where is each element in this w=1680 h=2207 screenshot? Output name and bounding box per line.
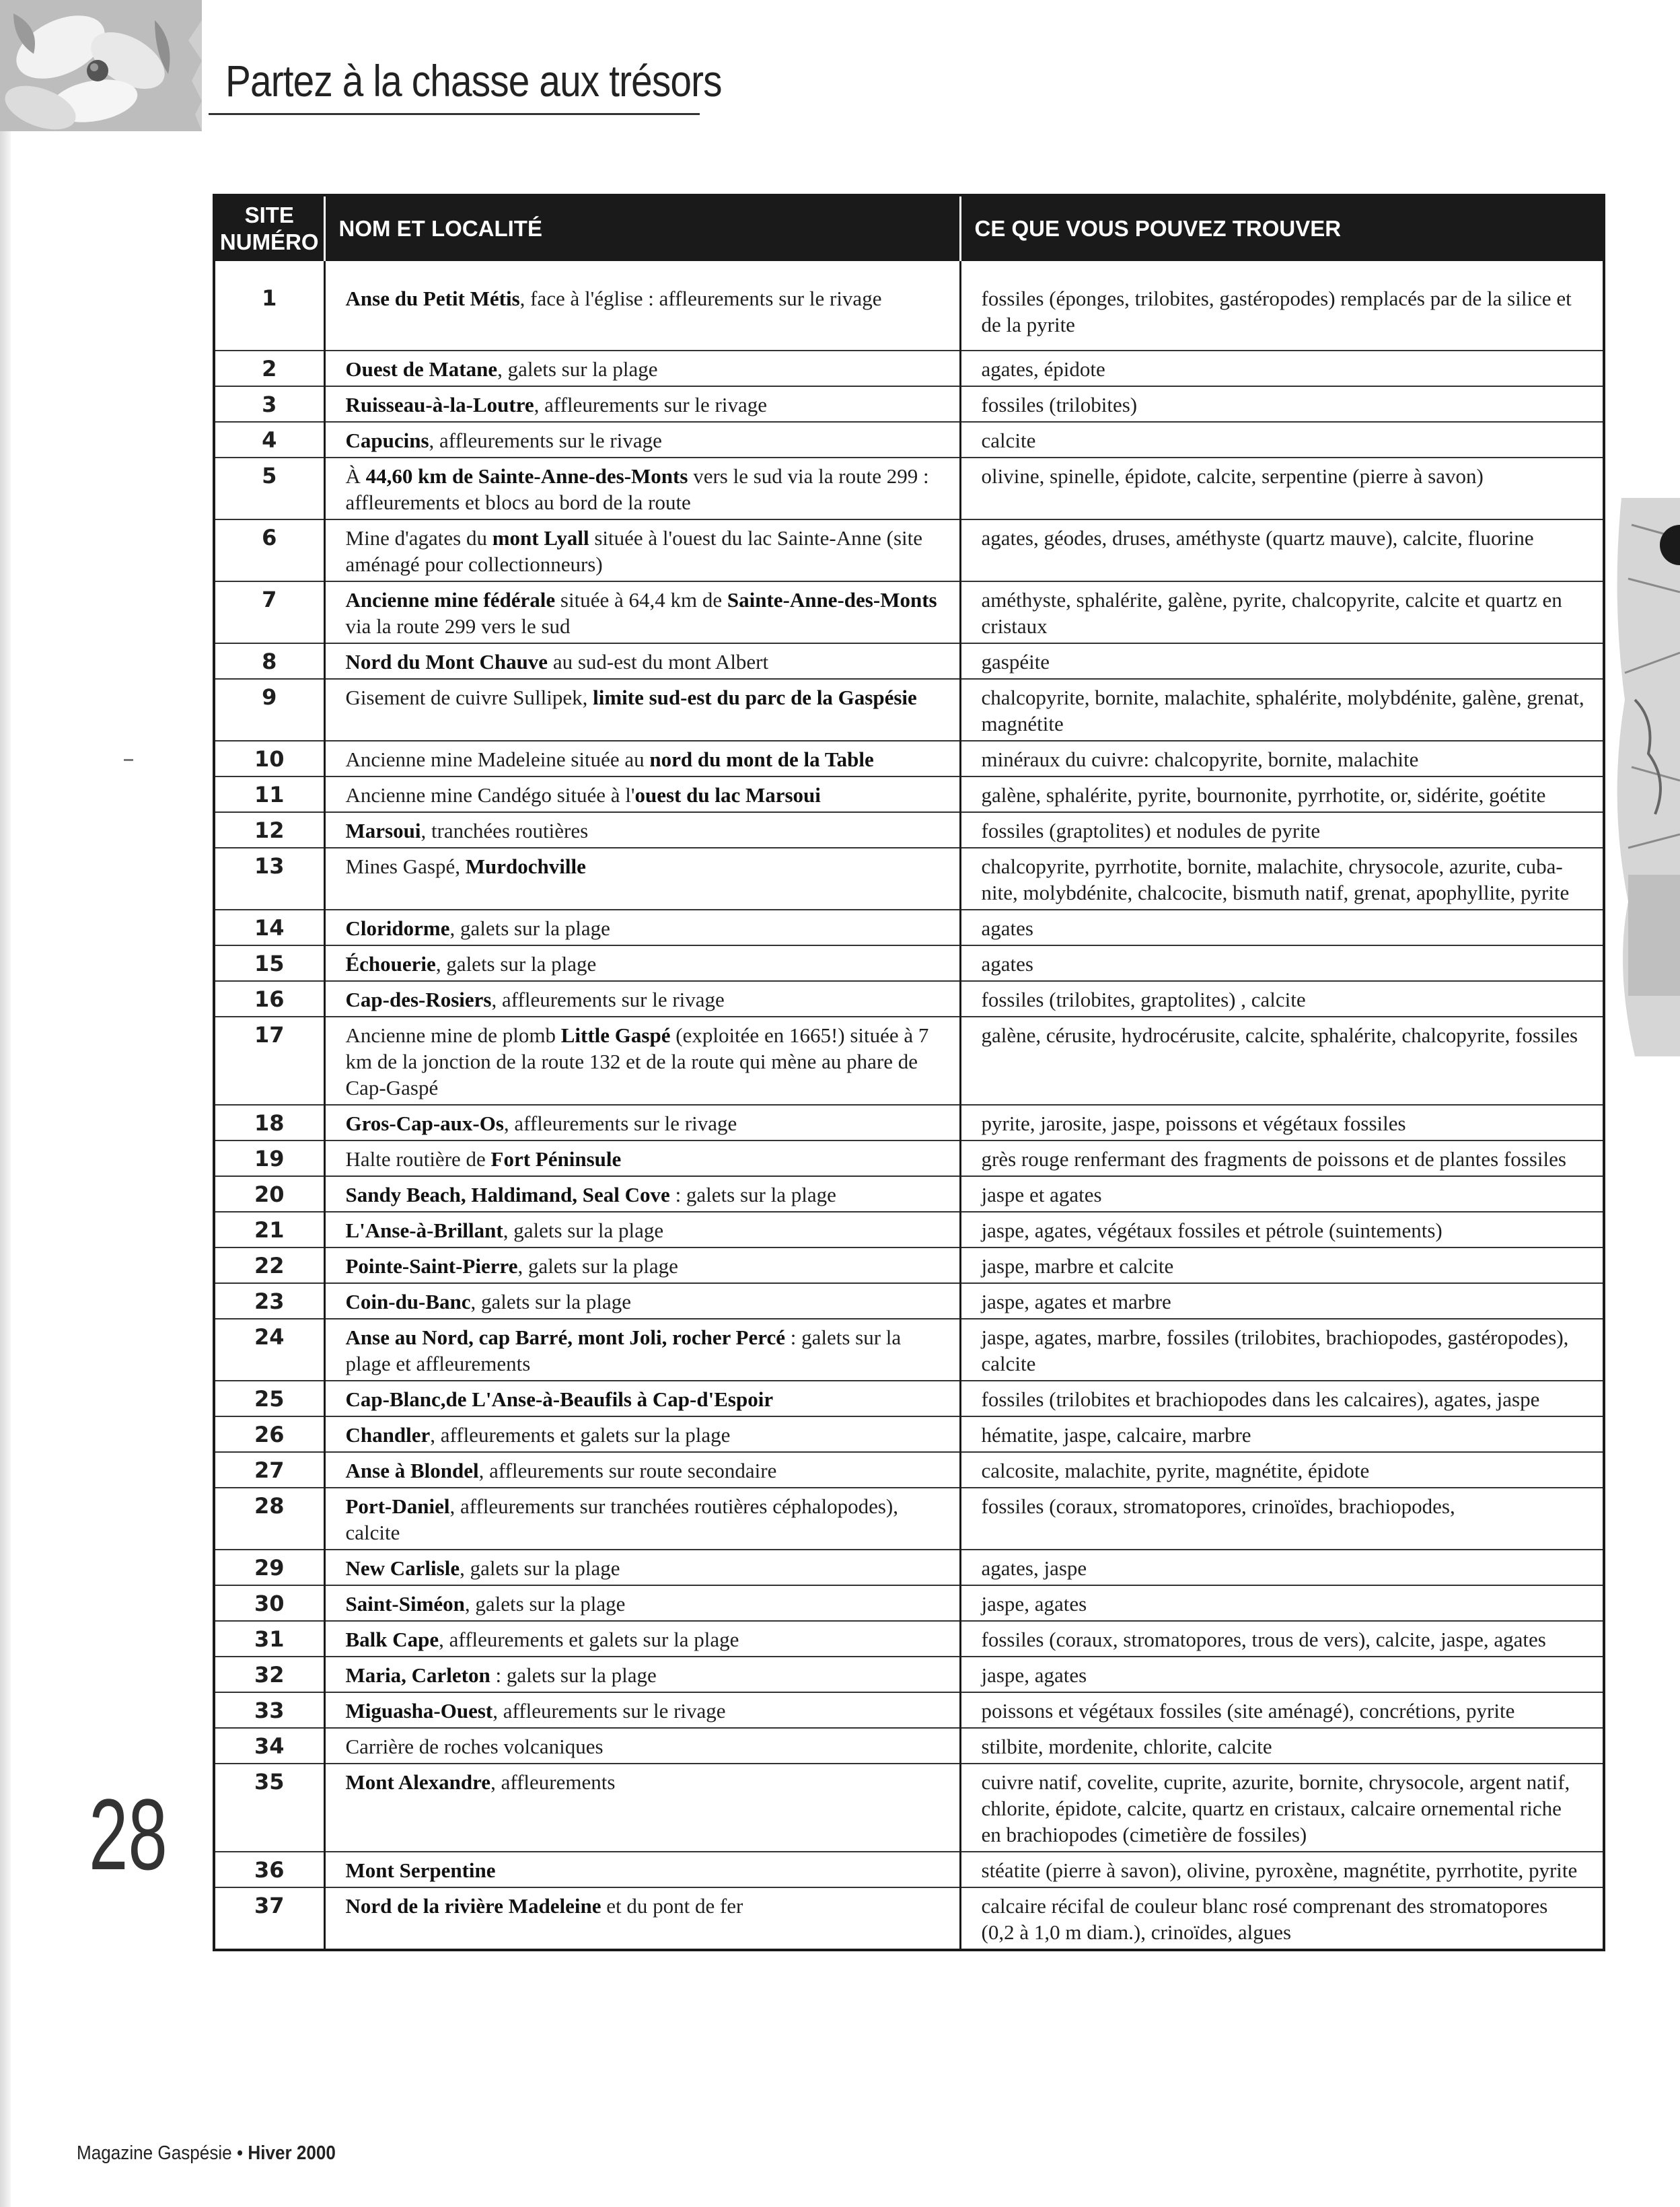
name-prefix: Mine d'agates du	[345, 526, 492, 550]
site-name-locality	[324, 741, 960, 776]
name-bold: Cloridorme	[345, 916, 450, 940]
table-row	[214, 1017, 1604, 1105]
site-name-locality	[324, 422, 960, 458]
site-name-locality	[324, 386, 960, 422]
site-number: 34	[214, 1728, 324, 1764]
name-bold: Fort Péninsule	[490, 1147, 622, 1171]
site-name-locality	[324, 1621, 960, 1657]
name-prefix: Gisement de cuivre Sullipek,	[345, 686, 593, 709]
name-rest: : galets sur la plage et affleurements	[345, 1326, 902, 1375]
map-fragment-icon	[1608, 498, 1680, 1056]
site-name-locality	[324, 1381, 960, 1416]
name-bold: Gros-Cap-aux-Os	[345, 1112, 504, 1135]
name-rest: située à l'ouest du lac Sainte-Anne (site aménagé pour collectionneurs)	[345, 526, 922, 576]
site-name-locality	[324, 812, 960, 848]
table-row	[214, 1452, 1604, 1488]
name-rest: vers le sud via la route 299 : affleurements et blocs au bord de la route	[345, 464, 929, 514]
name-bold: Sandy Beach, Haldimand, Seal Cove	[345, 1183, 670, 1206]
name-rest: , affleurements sur route secondaire	[478, 1459, 777, 1482]
name-rest: , affleurements sur le rivage	[429, 429, 662, 452]
table-row	[214, 581, 1604, 643]
page-title: Partez à la chasse aux trésors	[225, 56, 722, 106]
name-bold: Miguasha-Ouest	[345, 1699, 493, 1723]
column-header-find: CE QUE VOUS POUVEZ TROUVER	[960, 195, 1604, 261]
site-name-locality	[324, 1585, 960, 1621]
site-number: 27	[214, 1452, 324, 1488]
site-findings: calcosite, malachite, pyrite, magnétite, épidote	[960, 1452, 1604, 1488]
table-row	[214, 1585, 1604, 1621]
footer-separator: •	[231, 2142, 248, 2164]
name-rest: , affleurements sur le rivage	[491, 988, 725, 1011]
table-row	[214, 1416, 1604, 1452]
table-row	[214, 848, 1604, 910]
name-rest: située à 64,4 km de	[555, 588, 727, 612]
site-name-locality	[324, 1212, 960, 1247]
site-findings: stéatite (pierre à savon), olivine, pyroxène, magnétite, pyrrhotite, pyrite	[960, 1852, 1604, 1887]
table-row	[214, 1319, 1604, 1381]
table-row	[214, 1621, 1604, 1657]
site-number: 31	[214, 1621, 324, 1657]
name-bold: Maria, Carleton	[345, 1663, 490, 1687]
table-row	[214, 422, 1604, 458]
site-findings: fossiles (coraux, stromatopores, trous de vers), calcite, jaspe, agates	[960, 1621, 1604, 1657]
site-number: 12	[214, 812, 324, 848]
column-header-site	[214, 195, 324, 261]
site-findings: pyrite, jarosite, jaspe, poissons et végétaux fossiles	[960, 1105, 1604, 1141]
name-rest: , galets sur la plage	[497, 357, 658, 381]
site-number: 3	[214, 386, 324, 422]
site-name-locality	[324, 1017, 960, 1105]
site-name-locality	[324, 1550, 960, 1585]
page-binding-shadow	[0, 0, 11, 2207]
table-row	[214, 679, 1604, 741]
site-findings: agates, épidote	[960, 351, 1604, 386]
site-number: 5	[214, 458, 324, 519]
name-prefix: Ancienne mine Candégo située à l'	[345, 783, 635, 807]
table-row	[214, 945, 1604, 981]
name-bold: Nord du Mont Chauve	[345, 650, 548, 674]
site-findings: agates, jaspe	[960, 1550, 1604, 1585]
site-findings: minéraux du cuivre: chalcopyrite, bornite, malachite	[960, 741, 1604, 776]
site-number: 11	[214, 776, 324, 812]
site-number: 24	[214, 1319, 324, 1381]
site-findings: fossiles (trilobites, graptolites) , calcite	[960, 981, 1604, 1017]
table-row	[214, 741, 1604, 776]
name-bold: Ruisseau-à-la-Loutre	[345, 393, 534, 417]
site-number: 1	[214, 261, 324, 351]
name-bold: Capucins	[345, 429, 429, 452]
table-row	[214, 1692, 1604, 1728]
table-row	[214, 981, 1604, 1017]
sites-table	[213, 194, 1605, 1951]
site-name-locality	[324, 910, 960, 945]
name-prefix: Mines Gaspé,	[345, 855, 466, 878]
site-name-locality	[324, 848, 960, 910]
site-findings: fossiles (trilobites et brachiopodes dans les calcaires), agates, jaspe	[960, 1381, 1604, 1416]
table-row	[214, 1657, 1604, 1692]
site-findings: chalcopyrite, pyrrhotite, bornite, malachite, chrysocole, azurite, cuba-nite, molybdénite, chalcocite, bismuth natif, grenat, apophyllite, pyrite	[960, 848, 1604, 910]
site-number: 29	[214, 1550, 324, 1585]
site-name-locality	[324, 519, 960, 581]
site-findings: cuivre natif, covelite, cuprite, azurite, bornite, chrysocole, argent natif, chlorite, épidote, calcite, quartz en cristaux, calcaire ornemental riche en brachiopodes (cimetière de fossiles)	[960, 1764, 1604, 1852]
site-findings: calcaire récifal de couleur blanc rosé comprenant des stromatopores (0,2 à 1,0 m diam.), crinoïdes, algues	[981, 1894, 1548, 1944]
name-rest: , affleurements et galets sur la plage	[430, 1423, 731, 1447]
site-findings: galène, cérusite, hydrocérusite, calcite, sphalérite, chalcopyrite, fossiles	[960, 1017, 1604, 1105]
site-findings: fossiles (éponges, trilobites, gastéropodes) remplacés par de la silice et de la pyrite	[960, 261, 1604, 351]
name-bold: limite sud-est du parc de la Gaspésie	[593, 686, 917, 709]
site-number: 37	[214, 1887, 324, 1950]
table-row	[214, 1887, 1604, 1950]
site-name-locality	[324, 679, 960, 741]
site-number: 10	[214, 741, 324, 776]
column-header-name: NOM ET LOCALITÉ	[324, 195, 960, 261]
name-rest: au sud-est du mont Albert	[548, 650, 769, 674]
site-number: 8	[214, 643, 324, 679]
page-number: 28	[89, 1778, 168, 1891]
site-name-locality	[324, 981, 960, 1017]
site-number: 16	[214, 981, 324, 1017]
site-findings: agates	[960, 945, 1604, 981]
site-name-locality	[324, 1728, 960, 1764]
name-bold: Coin-du-Banc	[345, 1290, 471, 1313]
name-rest: : galets sur la plage	[490, 1663, 657, 1687]
site-number: 9	[214, 679, 324, 741]
site-findings: jaspe, agates, marbre, fossiles (trilobites, brachiopodes, gastéropodes), calcite	[960, 1319, 1604, 1381]
site-number: 25	[214, 1381, 324, 1416]
table-row	[214, 1488, 1604, 1550]
site-number: 35	[214, 1764, 324, 1852]
site-findings: fossiles (graptolites) et nodules de pyrite	[960, 812, 1604, 848]
name-rest: , affleurements	[490, 1770, 616, 1794]
site-findings: poissons et végétaux fossiles (site aménagé), concrétions, pyrite	[960, 1692, 1604, 1728]
name-rest-2: via la route 299 vers le sud	[345, 614, 571, 638]
site-number: 4	[214, 422, 324, 458]
site-findings: jaspe, agates	[960, 1585, 1604, 1621]
table-row	[214, 643, 1604, 679]
site-name-locality	[324, 1176, 960, 1212]
name-rest: , galets sur la plage	[449, 916, 610, 940]
site-number: 23	[214, 1283, 324, 1319]
site-number: 22	[214, 1247, 324, 1283]
site-findings: calcite	[960, 422, 1604, 458]
name-rest: , galets sur la plage	[460, 1556, 620, 1580]
site-number: 28	[214, 1488, 324, 1550]
name-rest: , affleurements sur tranchées routières céphalopodes), calcite	[345, 1494, 898, 1544]
site-number: 7	[214, 581, 324, 643]
site-number: 21	[214, 1212, 324, 1247]
site-number: 33	[214, 1692, 324, 1728]
name-bold: Ancienne mine fédérale	[345, 588, 556, 612]
site-name-locality	[324, 1141, 960, 1176]
name-prefix: Ancienne mine Madeleine située au	[345, 748, 650, 771]
name-rest: , galets sur la plage	[517, 1254, 678, 1278]
name-bold: Mont Alexandre	[345, 1770, 491, 1794]
name-rest: et du pont de fer	[601, 1894, 743, 1918]
site-number: 36	[214, 1852, 324, 1887]
site-name-locality	[324, 458, 960, 519]
site-number: 6	[214, 519, 324, 581]
site-name-locality	[324, 261, 960, 351]
name-bold: ouest du lac Marsoui	[634, 783, 821, 807]
footer-magazine: Magazine Gaspésie	[77, 2142, 232, 2164]
site-name-locality	[324, 1105, 960, 1141]
site-findings: jaspe, agates	[960, 1657, 1604, 1692]
name-bold: Mont Serpentine	[345, 1858, 496, 1882]
site-findings: fossiles (trilobites)	[960, 386, 1604, 422]
name-rest: , affleurements sur le rivage	[492, 1699, 726, 1723]
table-row	[214, 1176, 1604, 1212]
site-name-locality	[324, 776, 960, 812]
site-number: 18	[214, 1105, 324, 1141]
site-number: 20	[214, 1176, 324, 1212]
title-underline	[209, 113, 700, 115]
site-number: 19	[214, 1141, 324, 1176]
name-bold: Nord de la rivière Madeleine	[345, 1894, 601, 1918]
site-findings: stilbite, mordenite, chlorite, calcite	[960, 1728, 1604, 1764]
table-row	[214, 1550, 1604, 1585]
site-number: 30	[214, 1585, 324, 1621]
name-bold: Anse du Petit Métis	[345, 287, 520, 310]
table-row	[214, 458, 1604, 519]
site-number: 15	[214, 945, 324, 981]
name-bold: Little Gaspé	[560, 1023, 671, 1047]
site-findings: hématite, jaspe, calcaire, marbre	[960, 1416, 1604, 1452]
name-rest: , galets sur la plage	[435, 952, 597, 976]
margin-mark	[124, 759, 133, 761]
footer-issue: Hiver 2000	[248, 2142, 336, 2164]
site-findings: jaspe, agates et marbre	[960, 1283, 1604, 1319]
site-findings: jaspe et agates	[960, 1176, 1604, 1212]
table-row	[214, 386, 1604, 422]
site-name-locality	[324, 1764, 960, 1852]
footer	[77, 2142, 336, 2165]
site-findings: olivine, spinelle, épidote, calcite, serpentine (pierre à savon)	[960, 458, 1604, 519]
name-rest: , affleurements et galets sur la plage	[439, 1628, 739, 1651]
name-bold: Échouerie	[345, 952, 436, 976]
name-rest: , face à l'église : affleurements sur le rivage	[519, 287, 882, 310]
column-header-site-line2: NUMÉRO	[219, 229, 319, 254]
site-number: 26	[214, 1416, 324, 1452]
site-name-locality	[324, 581, 960, 643]
site-findings: galène, sphalérite, pyrite, bournonite, pyrrhotite, or, sidérite, goétite	[960, 776, 1604, 812]
name-rest: , galets sur la plage	[503, 1219, 664, 1242]
name-rest: (exploitée en 1665!) située à 7 km de la jonction de la route 132 et de la route qui mène au phare de Cap-Gaspé	[345, 1023, 929, 1099]
table-row	[214, 1728, 1604, 1764]
site-findings: améthyste, sphalérite, galène, pyrite, chalcopyrite, calcite et quartz en cristaux	[960, 581, 1604, 643]
site-findings: agates	[960, 910, 1604, 945]
name-prefix: À	[345, 464, 366, 488]
table-header-row	[214, 195, 1604, 261]
table-row	[214, 1141, 1604, 1176]
site-number: 13	[214, 848, 324, 910]
name-rest: , affleurements sur le rivage	[503, 1112, 737, 1135]
table-row	[214, 1764, 1604, 1852]
name-prefix: Ancienne mine de plomb	[345, 1023, 561, 1047]
table-row	[214, 776, 1604, 812]
name-bold: Balk Cape	[345, 1628, 439, 1651]
table-row	[214, 1105, 1604, 1141]
site-number: 32	[214, 1657, 324, 1692]
flower-photo-icon	[0, 0, 215, 141]
name-bold: mont Lyall	[492, 526, 589, 550]
table-row	[214, 519, 1604, 581]
name-bold: Pointe-Saint-Pierre	[345, 1254, 518, 1278]
name-bold: Ouest de Matane	[345, 357, 498, 381]
name-bold: New Carlisle	[345, 1556, 460, 1580]
site-name-locality	[324, 1852, 960, 1887]
name-rest: , galets sur la plage	[464, 1592, 626, 1616]
site-name-locality	[324, 1657, 960, 1692]
name-bold: Anse au Nord, cap Barré, mont Joli, rocher Percé	[345, 1326, 785, 1349]
name-bold: Port-Daniel	[345, 1494, 450, 1518]
site-name-locality	[324, 1247, 960, 1283]
table-row	[214, 812, 1604, 848]
name-rest: , galets sur la plage	[470, 1290, 631, 1313]
site-findings: jaspe, marbre et calcite	[960, 1247, 1604, 1283]
site-number: 2	[214, 351, 324, 386]
table-row	[214, 1283, 1604, 1319]
name-bold: Chandler	[345, 1423, 431, 1447]
site-name-locality	[324, 1692, 960, 1728]
name-bold: L'Anse-à-Brillant	[345, 1219, 503, 1242]
site-name-locality	[324, 1452, 960, 1488]
table-row	[214, 1247, 1604, 1283]
table-row	[214, 1381, 1604, 1416]
name-bold: Cap-des-Rosiers	[345, 988, 492, 1011]
name-rest: , affleurements sur le rivage	[534, 393, 767, 417]
name-bold-2: Sainte-Anne-des-Monts	[727, 588, 937, 612]
site-name-locality	[324, 1319, 960, 1381]
site-findings: gaspéite	[960, 643, 1604, 679]
site-name-locality	[324, 643, 960, 679]
name-prefix: Halte routière de	[345, 1147, 491, 1171]
site-findings: grès rouge renfermant des fragments de poissons et de plantes fossiles	[960, 1141, 1604, 1176]
site-name-locality	[324, 351, 960, 386]
site-number: 14	[214, 910, 324, 945]
site-name-locality	[324, 1283, 960, 1319]
site-name-locality	[324, 1887, 960, 1950]
name-bold: Murdochville	[465, 855, 586, 878]
name-rest: : galets sur la plage	[669, 1183, 836, 1206]
table-row	[214, 1212, 1604, 1247]
site-name-locality	[324, 945, 960, 981]
site-findings: fossiles (coraux, stromatopores, crinoïdes, brachiopodes,	[960, 1488, 1604, 1550]
name-bold: Anse à Blondel	[345, 1459, 479, 1482]
site-name-locality	[324, 1488, 960, 1550]
site-number: 17	[214, 1017, 324, 1105]
name-bold: 44,60 km de Sainte-Anne-des-Monts	[365, 464, 688, 488]
name-prefix: Carrière de roches volcaniques	[345, 1735, 604, 1758]
table-row	[214, 910, 1604, 945]
name-rest: , tranchées routières	[421, 819, 589, 842]
name-bold: Cap-Blanc,de L'Anse-à-Beaufils à Cap-d'Espoir	[345, 1387, 774, 1411]
table-row	[214, 351, 1604, 386]
name-bold: nord du mont de la Table	[649, 748, 874, 771]
name-bold: Marsoui	[345, 819, 421, 842]
column-header-site-line1: SITE	[244, 203, 294, 227]
site-findings: chalcopyrite, bornite, malachite, sphalérite, molybdénite, galène, grenat, magnétite	[960, 679, 1604, 741]
site-name-locality	[324, 1416, 960, 1452]
name-bold: Saint-Siméon	[345, 1592, 465, 1616]
site-findings: jaspe, agates, végétaux fossiles et pétrole (suintements)	[960, 1212, 1604, 1247]
site-findings: agates, géodes, druses, améthyste (quartz mauve), calcite, fluorine	[960, 519, 1604, 581]
table-row	[214, 261, 1604, 351]
table-row	[214, 1852, 1604, 1887]
